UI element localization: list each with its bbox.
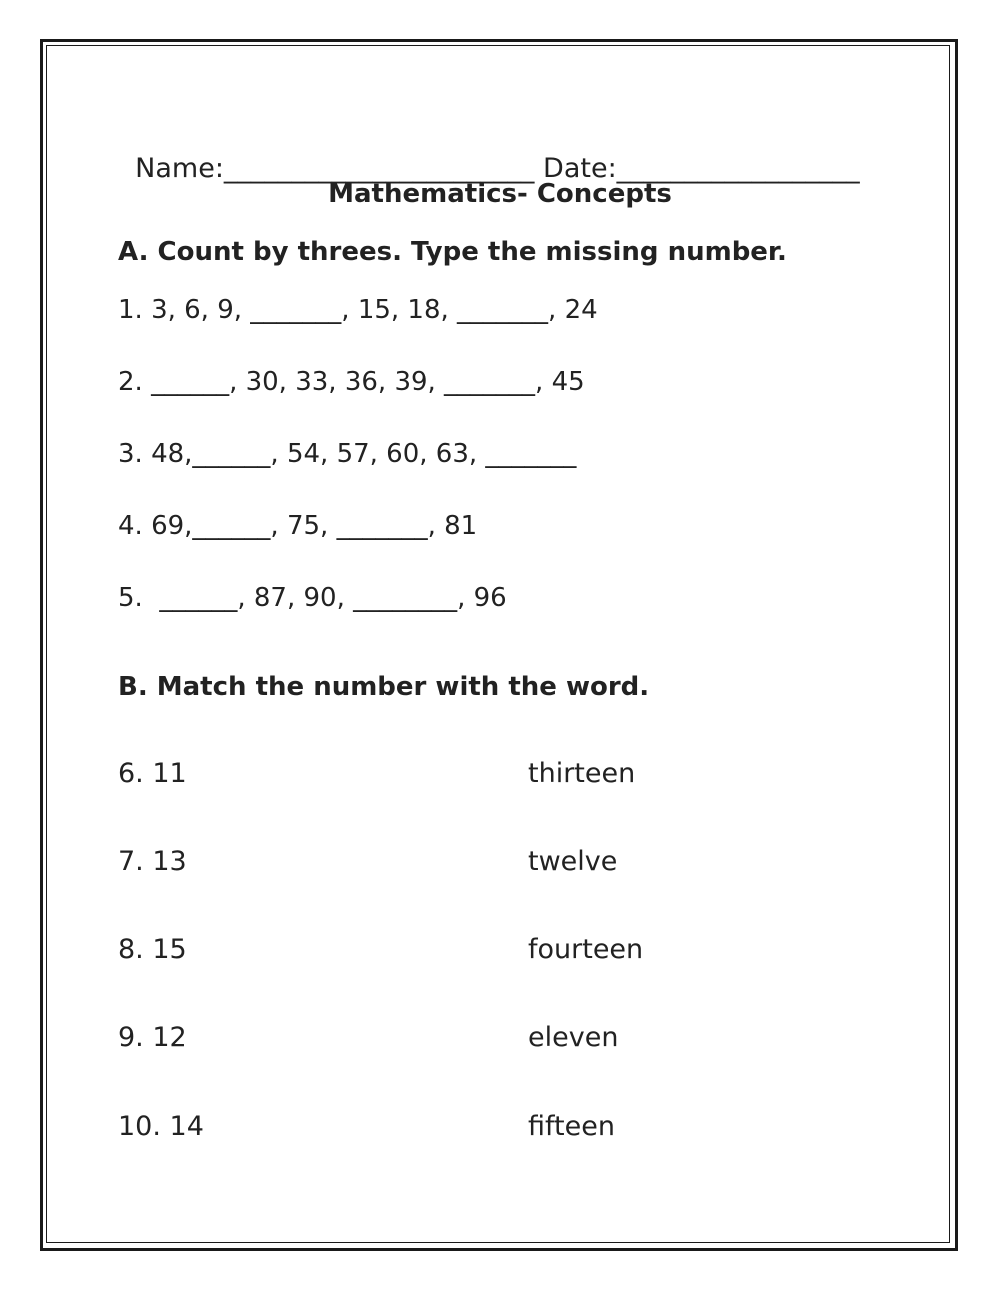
sequence-item-4[interactable]: 4. 69,______, 75, _______, 81 [118, 511, 478, 541]
match-number-8[interactable]: 8. 15 [118, 934, 187, 965]
name-field[interactable]: Name:_______________________ [135, 153, 535, 184]
match-word-twelve[interactable]: twelve [528, 846, 618, 877]
page-border-inner [46, 45, 950, 1243]
sequence-item-1[interactable]: 1. 3, 6, 9, _______, 15, 18, _______, 24 [118, 295, 598, 325]
match-word-eleven[interactable]: eleven [528, 1022, 619, 1053]
match-number-10[interactable]: 10. 14 [118, 1111, 204, 1142]
header-row [118, 118, 860, 186]
date-field[interactable]: Date:__________________ [543, 153, 860, 184]
section-a-heading: A. Count by threes. Type the missing number. [118, 237, 787, 267]
match-word-thirteen[interactable]: thirteen [528, 758, 636, 789]
match-word-fourteen[interactable]: fourteen [528, 934, 644, 965]
sequence-item-3[interactable]: 3. 48,______, 54, 57, 60, 63, _______ [118, 439, 577, 469]
worksheet-title: Mathematics- Concepts [328, 179, 672, 209]
match-number-9[interactable]: 9. 12 [118, 1022, 187, 1053]
match-number-7[interactable]: 7. 13 [118, 846, 187, 877]
sequence-item-5[interactable]: 5. ______, 87, 90, ________, 96 [118, 583, 507, 613]
match-word-fifteen[interactable]: fifteen [528, 1111, 615, 1142]
section-b-heading: B. Match the number with the word. [118, 672, 650, 702]
match-number-6[interactable]: 6. 11 [118, 758, 187, 789]
sequence-item-2[interactable]: 2. ______, 30, 33, 36, 39, _______, 45 [118, 367, 585, 397]
